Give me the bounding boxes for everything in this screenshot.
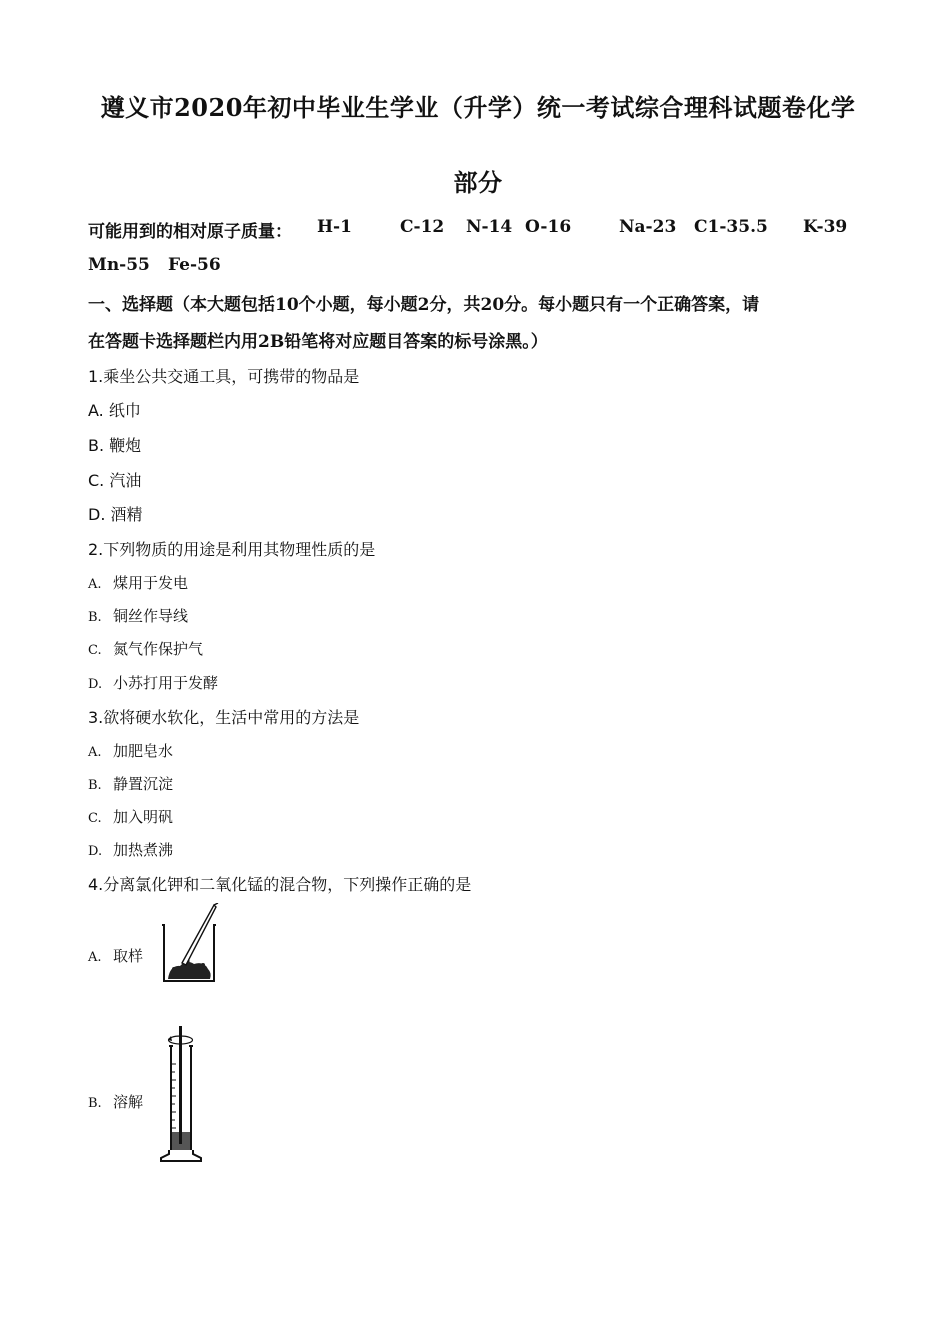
option-letter: C.: [88, 471, 105, 490]
atomic-mass-item: Mn-55: [88, 255, 150, 275]
question-1-stem: [88, 364, 359, 387]
question-4-option-b: [88, 1091, 143, 1112]
question-2-option-c: [88, 638, 203, 659]
option-letter: B.: [88, 436, 105, 455]
option-letter: A.: [88, 745, 102, 760]
option-text: 鞭炮: [109, 436, 142, 455]
atomic-mass-item: N-14: [466, 217, 513, 237]
section-heading-line-1: 一、选择题（本大题包括10个小题，每小题2分，共20分。每小题只有一个正确答案，请: [88, 295, 760, 315]
atomic-mass-item: Na-23: [619, 217, 677, 237]
question-text: 欲将硬水软化，生活中常用的方法是: [103, 708, 360, 727]
option-letter: C.: [88, 811, 102, 826]
option-text: 纸巾: [108, 401, 141, 420]
option-text: 加肥皂水: [113, 742, 174, 760]
question-3-option-c: [88, 806, 173, 827]
question-text: 乘坐公共交通工具，可携带的物品是: [103, 367, 360, 386]
option-text: 小苏打用于发酵: [113, 674, 219, 692]
question-3-option-b: [88, 773, 173, 794]
atomic-mass-label: 可能用到的相对原子质量：: [88, 222, 292, 242]
question-4-stem: [88, 872, 471, 895]
page-title-line-2: 部分: [453, 168, 503, 197]
beaker-with-spatula-icon: [158, 903, 224, 985]
question-2-option-d: [88, 672, 218, 693]
question-number: 2.: [88, 540, 104, 559]
question-number: 3.: [88, 708, 104, 727]
question-1-option-a: [88, 398, 141, 421]
question-2-option-b: [88, 605, 188, 626]
page-title-line-1: 遵义市2020年初中毕业生学业（升学）统一考试综合理科试题卷化学: [100, 93, 856, 122]
option-text: 氮气作保护气: [113, 640, 204, 658]
option-letter: B.: [88, 610, 102, 625]
option-letter: D.: [88, 677, 103, 692]
question-number: 1.: [88, 367, 104, 386]
question-1-option-d: [88, 502, 143, 525]
question-number: 4.: [88, 875, 104, 894]
option-text: 汽油: [109, 471, 142, 490]
question-1-option-b: [88, 433, 141, 456]
option-text: 铜丝作导线: [113, 607, 189, 625]
option-text: 溶解: [113, 1093, 144, 1111]
question-text: 分离氯化钾和二氧化锰的混合物，下列操作正确的是: [103, 875, 472, 894]
question-3-option-a: [88, 740, 173, 761]
option-text: 静置沉淀: [113, 775, 174, 793]
question-3-option-d: [88, 839, 173, 860]
option-text: 煤用于发电: [113, 574, 189, 592]
option-letter: D.: [88, 844, 103, 859]
atomic-mass-item: Fe-56: [168, 255, 221, 275]
question-text: 下列物质的用途是利用其物理性质的是: [103, 540, 376, 559]
option-text: 酒精: [110, 505, 143, 524]
atomic-mass-item: C-12: [400, 217, 445, 237]
option-letter: C.: [88, 643, 102, 658]
question-2-stem: [88, 537, 375, 560]
option-text: 取样: [113, 947, 144, 965]
option-letter: D.: [88, 505, 106, 524]
atomic-mass-item: H-1: [317, 217, 352, 237]
option-letter: A.: [88, 950, 102, 965]
option-text: 加入明矾: [113, 808, 174, 826]
question-4-option-a: [88, 945, 143, 966]
question-3-stem: [88, 705, 359, 728]
option-letter: A.: [88, 401, 104, 420]
option-letter: B.: [88, 778, 102, 793]
question-2-option-a: [88, 572, 188, 593]
option-letter: A.: [88, 577, 102, 592]
atomic-mass-item: C1-35.5: [694, 217, 768, 237]
section-heading-line-2: 在答题卡选择题栏内用2B铅笔将对应题目答案的标号涂黑。）: [88, 332, 548, 352]
atomic-mass-item: K-39: [803, 217, 848, 237]
graduated-cylinder-with-rod-icon: [159, 1024, 205, 1164]
option-text: 加热煮沸: [113, 841, 174, 859]
atomic-mass-item: O-16: [525, 217, 572, 237]
question-1-option-c: [88, 468, 141, 491]
option-letter: B.: [88, 1096, 102, 1111]
